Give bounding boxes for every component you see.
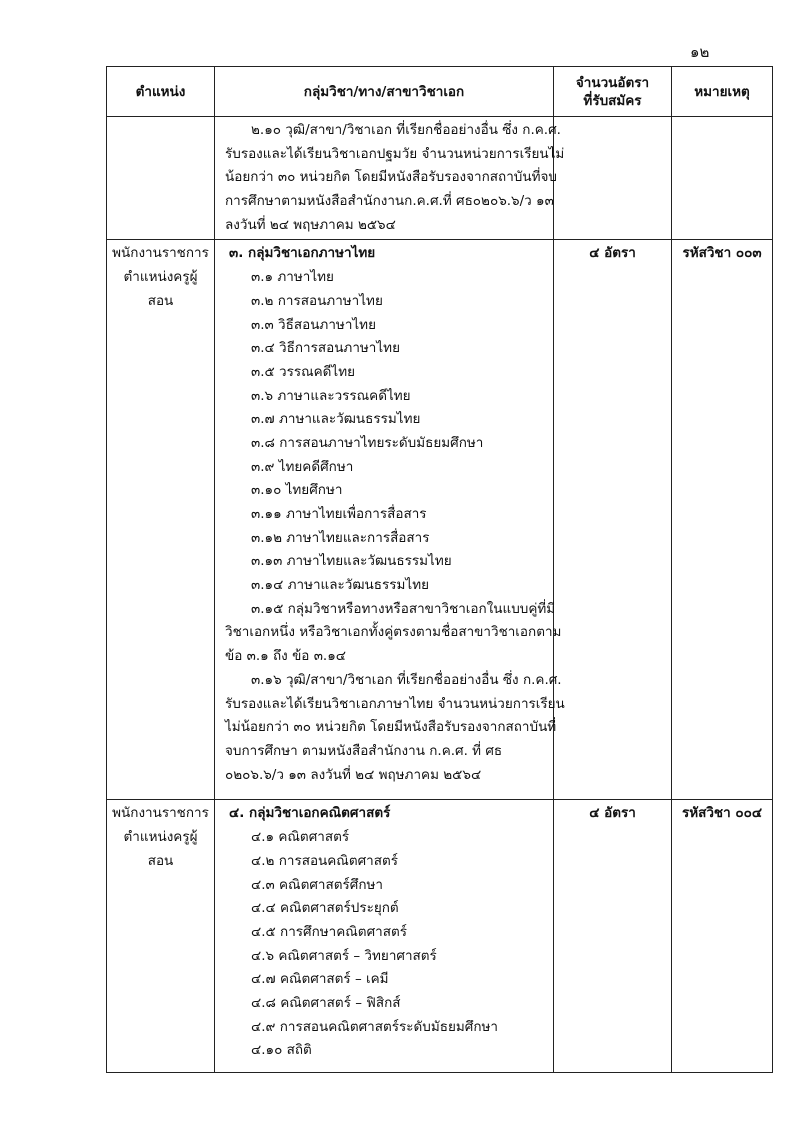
- list-item: ๓.๓ วิธีสอนภาษาไทย: [251, 316, 376, 333]
- page-number: ๑๒: [690, 43, 710, 61]
- list-item: ๓.๑๒ ภาษาไทยและการสื่อสาร: [251, 529, 430, 546]
- position-line2: ตำแหน่งครูผู้สอน: [123, 269, 198, 309]
- list-item: ๔.๗ คณิตศาสตร์ – เคมี: [251, 971, 389, 988]
- table-header-row: [107, 67, 773, 117]
- para15-line-2: วิชาเอกหนึ่ง หรือวิชาเอกทั้งคู่ตรงตามชื่อสาขาวิชาเอกตาม: [225, 624, 562, 641]
- table-row-thai: [107, 240, 773, 800]
- list-item: ๓.๔ วิธีการสอนภาษาไทย: [251, 340, 400, 357]
- position-line1: พนักงานราชการ: [112, 245, 209, 262]
- cell-rate-empty: [554, 117, 672, 240]
- cell-remark-empty: [672, 117, 773, 240]
- position-line1: พนักงานราชการ: [112, 805, 209, 822]
- header-remark: หมายเหตุ: [672, 67, 773, 117]
- para16-line-5: ๐๒๐๖.๖/ว ๑๓ ลงวันที่ ๒๔ พฤษภาคม ๒๕๖๔: [225, 766, 482, 783]
- list-item: ๔.๑๐ สถิติ: [251, 1042, 312, 1059]
- intro-line-5: ลงวันที่ ๒๔ พฤษภาคม ๒๕๖๔: [225, 216, 396, 233]
- para16-line-1: ๓.๑๖ วุฒิ/สาขา/วิชาเอก ที่เรียกชื่ออย่างอื่น ซึ่ง ก.ค.ศ.: [251, 671, 562, 688]
- list-item: ๔.๙ การสอนคณิตศาสตร์ระดับมัธยมศึกษา: [251, 1018, 499, 1035]
- para16-line-3: ไม่น้อยกว่า ๓๐ หน่วยกิต โดยมีหนังสือรับรองจากสถาบันที่: [225, 719, 557, 736]
- header-rate-line1: จำนวนอัตรา: [575, 74, 650, 91]
- list-item: ๔.๒ การสอนคณิตศาสตร์: [251, 852, 399, 869]
- header-subject-group: กลุ่มวิชา/ทาง/สาขาวิชาเอก: [215, 67, 554, 117]
- list-item: ๔.๘ คณิตศาสตร์ – ฟิสิกส์: [251, 994, 401, 1011]
- list-item: ๔.๑ คณิตศาสตร์: [251, 829, 350, 846]
- para16-line-4: จบการศึกษา ตามหนังสือสำนักงาน ก.ค.ศ. ที่ ศธ: [225, 742, 503, 759]
- list-item: ๔.๓ คณิตศาสตร์ศึกษา: [251, 876, 383, 893]
- cell-position-empty: [107, 117, 215, 240]
- cell-subject-math: [215, 800, 554, 1073]
- list-item: ๔.๖ คณิตศาสตร์ – วิทยาศาสตร์: [251, 947, 437, 964]
- table-row-intro: [107, 117, 773, 240]
- cell-position-thai: [107, 240, 215, 800]
- list-item: ๔.๕ การศึกษาคณิตศาสตร์: [251, 923, 407, 940]
- cell-position-math: [107, 800, 215, 1073]
- header-rate-line2: ที่รับสมัคร: [583, 92, 642, 109]
- list-item: ๓.๘ การสอนภาษาไทยระดับมัธยมศึกษา: [251, 434, 484, 451]
- para15-line-3: ข้อ ๓.๑ ถึง ข้อ ๓.๑๔: [225, 648, 346, 665]
- group-title-math: ๔. กลุ่มวิชาเอกคณิตศาสตร์: [229, 805, 391, 822]
- cell-rate-thai: ๔ อัตรา: [554, 240, 672, 800]
- group-title-thai: ๓. กลุ่มวิชาเอกภาษาไทย: [229, 245, 376, 262]
- cell-remark-math: รหัสวิชา ๐๐๔: [672, 800, 773, 1073]
- qualification-table: [106, 66, 773, 1073]
- list-item: ๓.๑๑ ภาษาไทยเพื่อการสื่อสาร: [251, 506, 427, 522]
- para16-line-2: รับรองและได้เรียนวิชาเอกภาษาไทย จำนวนหน่วยการเรียน: [225, 695, 565, 712]
- list-item: ๓.๗ ภาษาและวัฒนธรรมไทย: [251, 411, 421, 428]
- list-item: ๓.๑๓ ภาษาไทยและวัฒนธรรมไทย: [251, 553, 452, 570]
- intro-line-4: การศึกษาตามหนังสือสำนักงานก.ค.ศ.ที่ ศธ๐๒๐๖.๖/ว ๑๓: [225, 193, 554, 210]
- list-item: ๓.๒ การสอนภาษาไทย: [251, 292, 383, 309]
- intro-line-2: รับรองและได้เรียนวิชาเอกปฐมวัย จำนวนหน่วยการเรียนไม่: [225, 145, 565, 162]
- list-item: ๓.๑ ภาษาไทย: [251, 269, 334, 286]
- position-line2: ตำแหน่งครูผู้สอน: [123, 829, 198, 869]
- intro-line-1: ๒.๑๐ วุฒิ/สาขา/วิชาเอก ที่เรียกชื่ออย่างอื่น ซึ่ง ก.ค.ศ.: [251, 122, 561, 138]
- cell-subject-thai: [215, 240, 565, 800]
- list-item: ๔.๔ คณิตศาสตร์ประยุกต์: [251, 900, 399, 917]
- list-item: ๓.๑๔ ภาษาและวัฒนธรรมไทย: [251, 577, 430, 594]
- list-item: ๓.๖ ภาษาและวรรณคดีไทย: [251, 387, 411, 404]
- para15-line-1: ๓.๑๕ กลุ่มวิชาหรือทางหรือสาขาวิชาเอกในแบบคู่ที่มี: [251, 600, 556, 617]
- list-item: ๓.๙ ไทยคดีศึกษา: [251, 458, 354, 475]
- cell-remark-thai: รหัสวิชา ๐๐๓: [672, 240, 773, 800]
- header-position: ตำแหน่ง: [107, 67, 215, 117]
- list-item: ๓.๑๐ ไทยศึกษา: [251, 482, 343, 499]
- cell-intro-paragraph: [215, 117, 565, 240]
- list-item: ๓.๕ วรรณคดีไทย: [251, 363, 356, 380]
- table-row-math: [107, 800, 773, 1073]
- cell-rate-math: ๔ อัตรา: [554, 800, 672, 1073]
- header-rate: [554, 67, 672, 117]
- intro-line-3: น้อยกว่า ๓๐ หน่วยกิต โดยมีหนังสือรับรองจากสถาบันที่จบ: [225, 169, 557, 186]
